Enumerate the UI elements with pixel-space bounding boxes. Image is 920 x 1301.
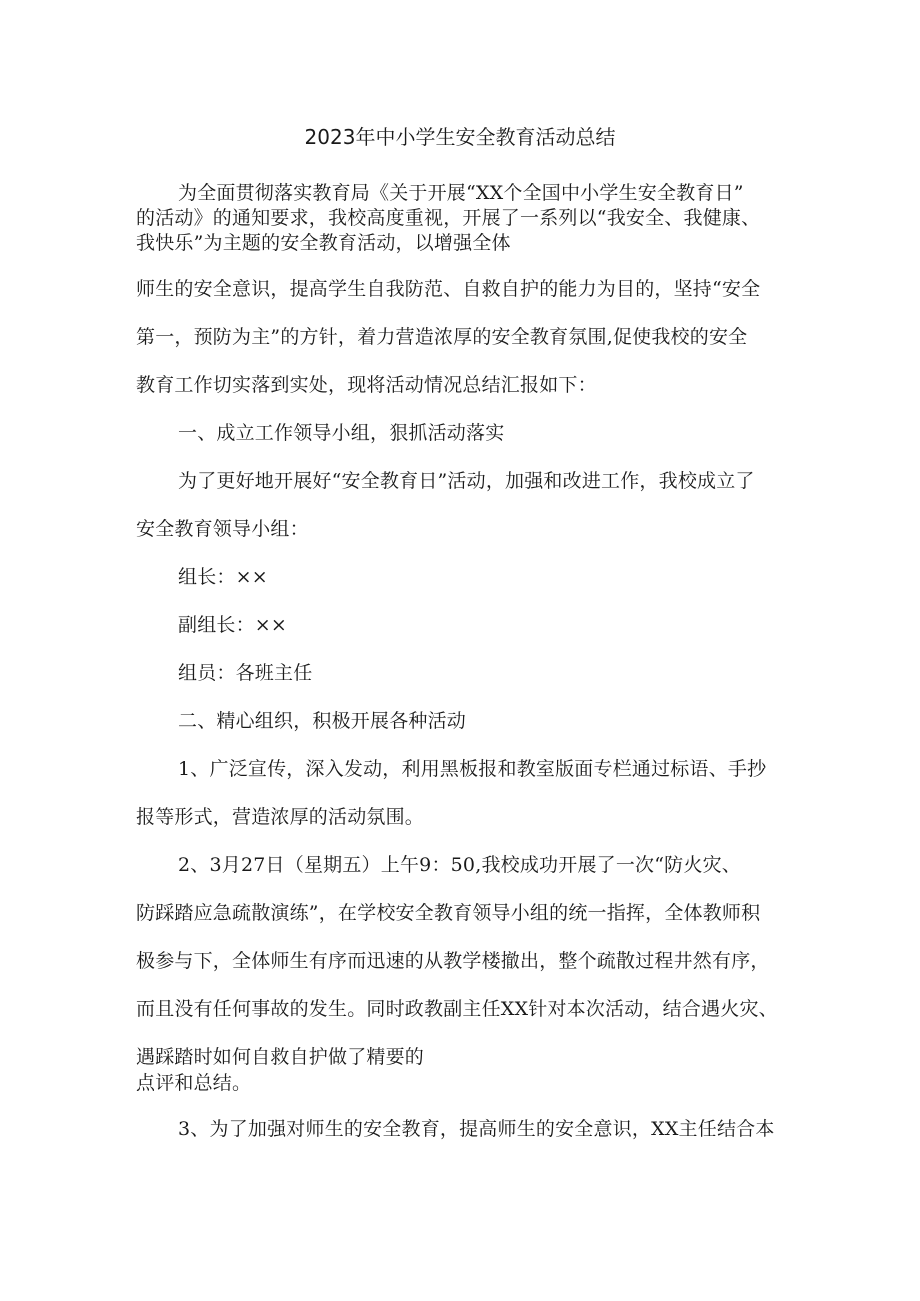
body-text-line: 而且没有任何事故的发生。同时政教副主任XX针对本次活动，结合遇火灾、 (136, 998, 778, 1020)
body-text-line: 教育工作切实落到实处，现将活动情况总结汇报如下： (136, 374, 597, 396)
body-text-line: 组员：各班主任 (178, 662, 313, 684)
body-text-line: 我快乐”为主题的安全教育活动，以增强全体 (136, 232, 511, 254)
body-text-line: 二、精心组织，积极开展各种活动 (178, 710, 467, 732)
body-text-line: 点评和总结。 (136, 1072, 252, 1094)
body-text-line: 极参与下，全体师生有序而迅速的从教学楼撤出，整个疏散过程井然有序， (136, 950, 770, 972)
body-text-line: 为全面贯彻落实教育局《关于开展“XX个全国中小学生安全教育日” (178, 182, 744, 204)
body-text-line: 的活动》的通知要求，我校高度重视，开展了一系列以“我安全、我健康、 (136, 207, 761, 229)
body-text-line: 组长：×× (178, 566, 268, 588)
body-text-line: 报等形式，营造浓厚的活动氛围。 (136, 806, 425, 828)
body-text-line: 师生的安全意识，提高学生自我防范、自救自护的能力为目的，坚持“安全 (136, 278, 761, 300)
body-text-line: 安全教育领导小组： (136, 518, 309, 540)
body-text-line: 一、成立工作领导小组，狠抓活动落实 (178, 422, 505, 444)
body-text-line: 防踩踏应急疏散演练”，在学校安全教育领导小组的统一指挥，全体教师积 (136, 902, 761, 924)
body-text-line: 遇踩踏时如何自救自护做了精要的 (136, 1046, 425, 1068)
body-text-line: 为了更好地开展好“安全教育日”活动，加强和改进工作，我校成立了 (178, 470, 755, 492)
body-text-line: 1、广泛宣传，深入发动，利用黑板报和教室版面专栏通过标语、手抄 (178, 758, 767, 780)
body-text-line: 3、为了加强对师生的安全教育，提高师生的安全意识，XX主任结合本 (178, 1118, 775, 1140)
document-title: 2023年中小学生安全教育活动总结 (304, 125, 616, 149)
body-text-line: 副组长：×× (178, 614, 288, 636)
body-text-line: 第一，预防为主”的方针，着力营造浓厚的安全教育氛围,促使我校的安全 (136, 326, 748, 348)
body-text-line: 2、3月27日（星期五）上午9：50,我校成功开展了一次“防火灾、 (178, 854, 741, 876)
